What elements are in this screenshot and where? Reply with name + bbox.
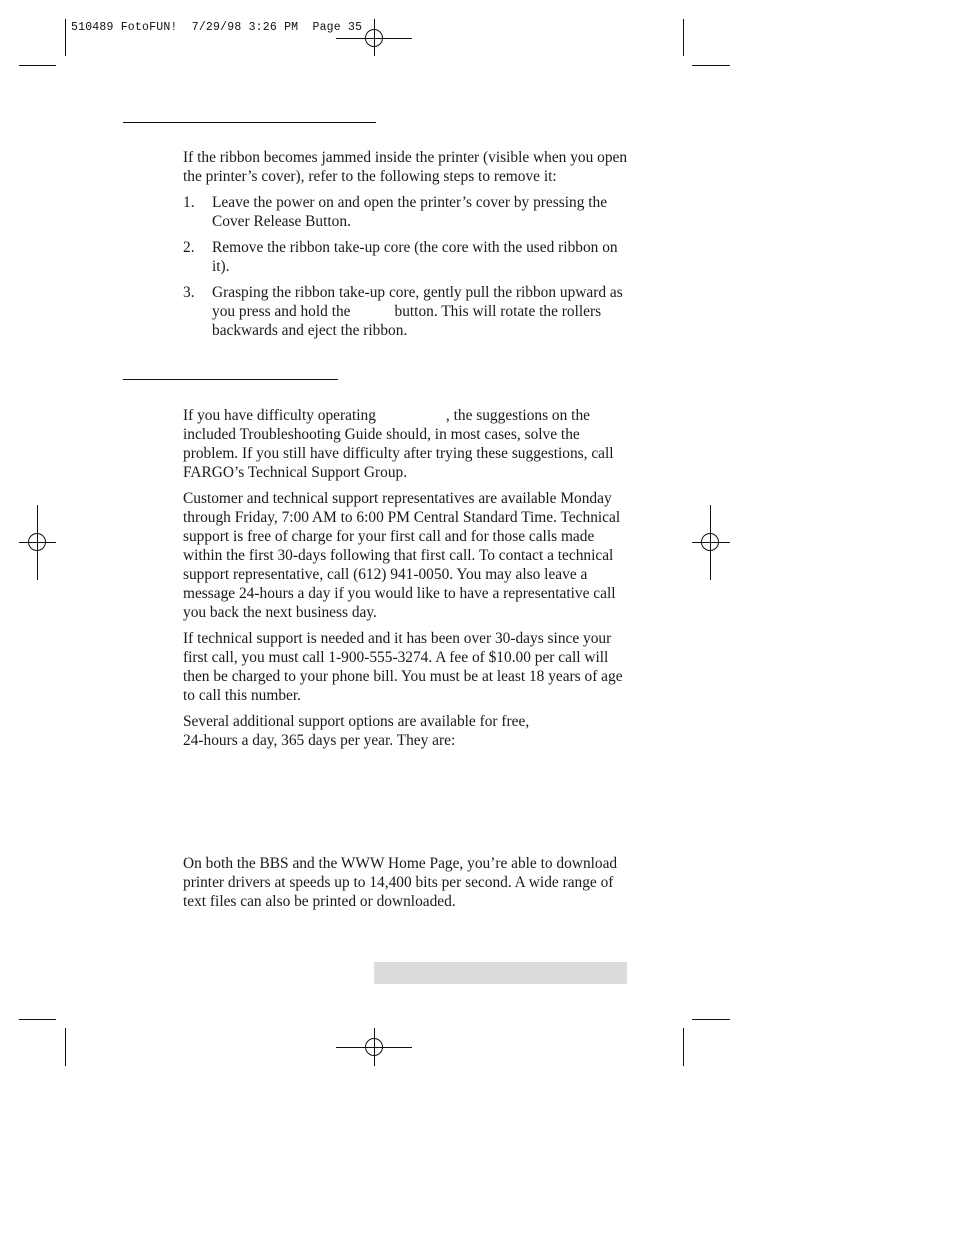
support-paragraph-4 <box>183 712 628 750</box>
support-p4-line1: Several additional support options are available for free, <box>183 713 530 730</box>
registration-right-circle <box>701 533 719 551</box>
step-number: 2. <box>183 239 195 256</box>
crop-mark-top-left-vertical <box>65 19 66 56</box>
step-text: Remove the ribbon take-up core (the core with the used ribbon on it). <box>212 239 618 275</box>
registration-top-circle <box>365 29 383 47</box>
section-rule-ribbon-jam <box>123 122 376 123</box>
print-slug <box>71 21 362 34</box>
technical-support-section <box>183 406 628 750</box>
registration-left-circle <box>28 533 46 551</box>
list-item <box>183 193 628 231</box>
support-p1-before: If you have difficulty operating <box>183 407 376 424</box>
crop-mark-top-left-horizontal <box>19 65 56 66</box>
slug-page-number: 35 <box>348 21 363 34</box>
step-text-before: Grasping the ribbon take-up core, gently pull the ribbon upward as you press and hold the <box>212 284 623 320</box>
crop-mark-bottom-right-vertical <box>683 1028 684 1066</box>
ribbon-jam-steps <box>183 193 628 340</box>
ribbon-jam-intro: If the ribbon becomes jammed inside the printer (visible when you open the printer’s cover), refer to the following steps to remove it: <box>183 149 628 185</box>
step-text: Leave the power on and open the printer’s cover by pressing the Cover Release Button. <box>212 194 608 230</box>
crop-mark-top-right-horizontal <box>692 65 730 66</box>
crop-mark-top-right-vertical <box>683 19 684 56</box>
crop-mark-bottom-right-horizontal <box>692 1019 730 1020</box>
support-paragraph-5: On both the BBS and the WWW Home Page, you’re able to download printer drivers at speeds up to 14,400 bits per second. A wide range of text files can also be printed or downloaded. <box>183 855 618 910</box>
step-number: 1. <box>183 194 195 211</box>
support-paragraph-1 <box>183 406 628 482</box>
slug-date: 7/29/98 <box>191 21 242 34</box>
step-number: 3. <box>183 284 195 301</box>
ribbon-jam-section <box>183 148 628 347</box>
list-item <box>183 238 628 276</box>
step-text-after: button. This will rotate the rollers backwards and eject the ribbon. <box>212 303 602 339</box>
footer-shaded-bar <box>374 962 627 984</box>
support-downloads-paragraph <box>183 854 628 911</box>
support-p1-after: , the suggestions on the included Troubleshooting Guide should, in most cases, solve the problem. If you still have difficulty after trying these suggestions, call FARGO’s Technical Support Group. <box>183 407 614 481</box>
crop-mark-bottom-left-vertical <box>65 1028 66 1066</box>
slug-time: 3:26 PM <box>248 21 299 34</box>
support-paragraph-2: Customer and technical support representatives are available Monday through Friday, 7:00 AM to 6:00 PM Central Standard Time. Technical support is free of charge for your first call and for those calls made within the first 30-days following that first call. To contact a technical support representative, call (612) 941-0050. You may also leave a message 24-hours a day if you would like to have a representative call you back the next business day. <box>183 490 621 621</box>
slug-page-label: Page <box>312 21 341 34</box>
support-paragraph-3: If technical support is needed and it has been over 30-days since your first call, you must call 1-900-555-3274. A fee of $10.00 per call will then be charged to your phone bill. You must be at least 18 years of age to call this number. <box>183 630 623 704</box>
registration-bottom-circle <box>365 1038 383 1056</box>
list-item <box>183 283 628 340</box>
slug-file: 510489 FotoFUN! <box>71 21 178 34</box>
support-p4-line2: 24-hours a day, 365 days per year. They are: <box>183 732 456 749</box>
section-rule-technical-support <box>123 379 338 380</box>
crop-mark-bottom-left-horizontal <box>19 1019 56 1020</box>
